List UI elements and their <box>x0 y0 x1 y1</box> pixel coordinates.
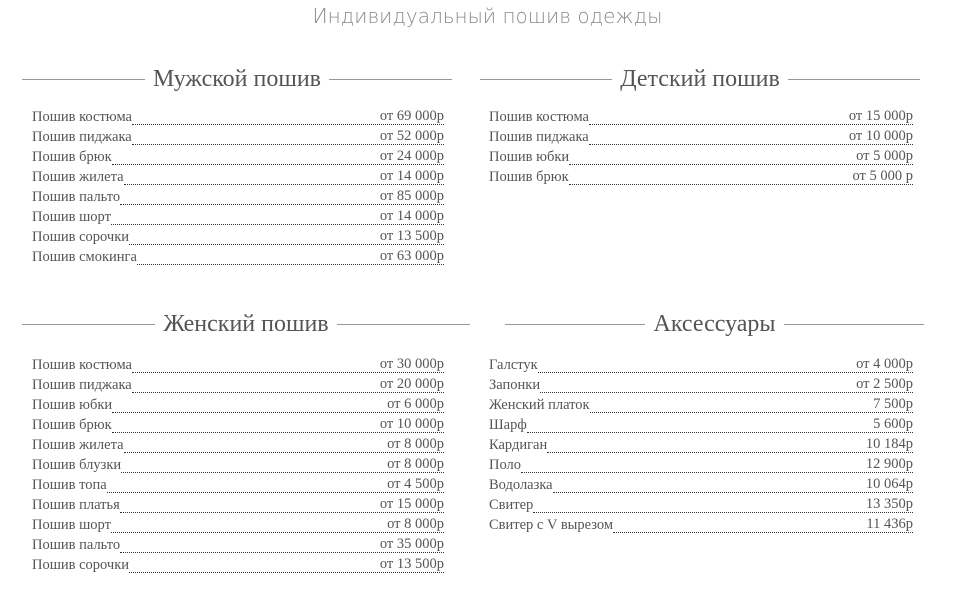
item-price: от 15 000р <box>589 108 913 125</box>
price-row <box>32 373 444 393</box>
item-price: от 15 000р <box>120 496 444 513</box>
price-row <box>489 453 913 473</box>
page-title: Индивидуальный пошив одежды <box>312 4 663 28</box>
price-row <box>32 433 444 453</box>
price-row <box>489 393 913 413</box>
item-label: Женский платок <box>489 397 590 413</box>
item-price: от 8 000р <box>124 436 444 453</box>
item-label: Пошив пальто <box>32 537 121 553</box>
price-row <box>32 353 444 373</box>
item-label: Пошив сорочки <box>32 229 130 245</box>
item-label: Пошив блузки <box>32 457 122 473</box>
item-label: Свитер <box>489 497 534 513</box>
price-row <box>489 473 913 493</box>
price-row <box>489 165 913 185</box>
item-label: Пошив жилета <box>32 437 124 453</box>
price-row <box>32 513 444 533</box>
divider <box>784 324 924 325</box>
item-label: Кардиган <box>489 437 548 453</box>
item-price: от 24 000р <box>112 148 444 165</box>
item-label: Пошив костюма <box>32 109 132 125</box>
item-label: Галстук <box>489 357 538 373</box>
price-row <box>32 553 444 573</box>
divider <box>788 79 920 80</box>
item-label: Водолазка <box>489 477 553 493</box>
item-price: от 10 000р <box>589 128 913 145</box>
price-list-men <box>32 105 444 265</box>
price-row <box>32 125 444 145</box>
item-label: Свитер с V вырезом <box>489 517 614 533</box>
item-label: Пошив юбки <box>32 397 113 413</box>
item-price: 7 500р <box>590 396 913 413</box>
item-price: от 85 000р <box>120 188 444 205</box>
item-label: Запонки <box>489 377 541 393</box>
item-label: Пошив брюк <box>489 169 569 185</box>
item-price: от 63 000р <box>137 248 444 265</box>
item-price: 5 600р <box>527 416 913 433</box>
item-price: 10 184р <box>547 436 913 453</box>
item-label: Пошив пиджака <box>32 377 132 393</box>
item-label: Шарф <box>489 417 527 433</box>
item-price: 11 436р <box>613 516 913 533</box>
item-label: Пошив платья <box>32 497 120 513</box>
item-label: Пошив костюма <box>489 109 589 125</box>
price-row <box>32 493 444 513</box>
price-row <box>32 453 444 473</box>
item-price: от 10 000р <box>112 416 444 433</box>
item-price: от 8 000р <box>121 456 444 473</box>
price-row <box>489 493 913 513</box>
section-heading-men: Мужской пошив <box>22 66 452 93</box>
item-label: Пошив топа <box>32 477 107 493</box>
price-row <box>489 413 913 433</box>
price-row <box>489 373 913 393</box>
item-price: 12 900р <box>521 456 913 473</box>
divider <box>505 324 645 325</box>
item-label: Пошив сорочки <box>32 557 130 573</box>
item-label: Пошив юбки <box>489 149 570 165</box>
price-row <box>32 145 444 165</box>
section-heading-kids: Детский пошив <box>480 66 920 93</box>
price-row <box>32 225 444 245</box>
divider <box>337 324 470 325</box>
price-row <box>489 513 913 533</box>
price-row <box>32 185 444 205</box>
item-label: Пошив брюк <box>32 149 112 165</box>
price-row <box>489 125 913 145</box>
item-price: от 4 500р <box>107 476 444 493</box>
price-row <box>489 145 913 165</box>
item-price: от 14 000р <box>111 208 444 225</box>
item-label: Пошив брюк <box>32 417 112 433</box>
item-label: Пошив шорт <box>32 209 111 225</box>
divider <box>480 79 612 80</box>
price-list-women <box>32 353 444 573</box>
item-price: от 35 000р <box>120 536 444 553</box>
divider <box>329 79 452 80</box>
price-row <box>489 433 913 453</box>
price-row <box>32 533 444 553</box>
item-label: Пошив жилета <box>32 169 124 185</box>
item-label: Пошив шорт <box>32 517 111 533</box>
price-list-accessories <box>489 353 913 533</box>
item-price: 13 350р <box>533 496 913 513</box>
item-price: от 5 000 р <box>569 168 913 185</box>
item-price: от 13 500р <box>129 228 444 245</box>
item-label: Пошив пиджака <box>489 129 589 145</box>
item-price: от 5 000р <box>569 148 913 165</box>
section-heading-accessories: Аксессуары <box>505 311 924 338</box>
item-price: от 4 000р <box>538 356 913 373</box>
item-price: от 20 000р <box>132 376 444 393</box>
item-price: от 13 500р <box>129 556 444 573</box>
item-price: от 69 000р <box>132 108 444 125</box>
price-row <box>32 473 444 493</box>
item-price: от 52 000р <box>132 128 444 145</box>
item-label: Пошив пальто <box>32 189 121 205</box>
price-row <box>489 105 913 125</box>
item-label: Поло <box>489 457 522 473</box>
price-row <box>32 413 444 433</box>
item-price: от 8 000р <box>111 516 444 533</box>
price-row <box>32 205 444 225</box>
price-row <box>32 245 444 265</box>
divider <box>22 79 145 80</box>
section-heading-women: Женский пошив <box>22 311 470 338</box>
item-label: Пошив пиджака <box>32 129 132 145</box>
price-row <box>489 353 913 373</box>
item-price: от 2 500р <box>540 376 913 393</box>
item-label: Пошив смокинга <box>32 249 137 265</box>
price-row <box>32 393 444 413</box>
item-price: от 30 000р <box>132 356 444 373</box>
item-price: от 14 000р <box>124 168 444 185</box>
item-label: Пошив костюма <box>32 357 132 373</box>
price-list-kids <box>489 105 913 185</box>
divider <box>22 324 155 325</box>
item-price: от 6 000р <box>112 396 444 413</box>
price-row <box>32 105 444 125</box>
item-price: 10 064р <box>553 476 913 493</box>
price-row <box>32 165 444 185</box>
